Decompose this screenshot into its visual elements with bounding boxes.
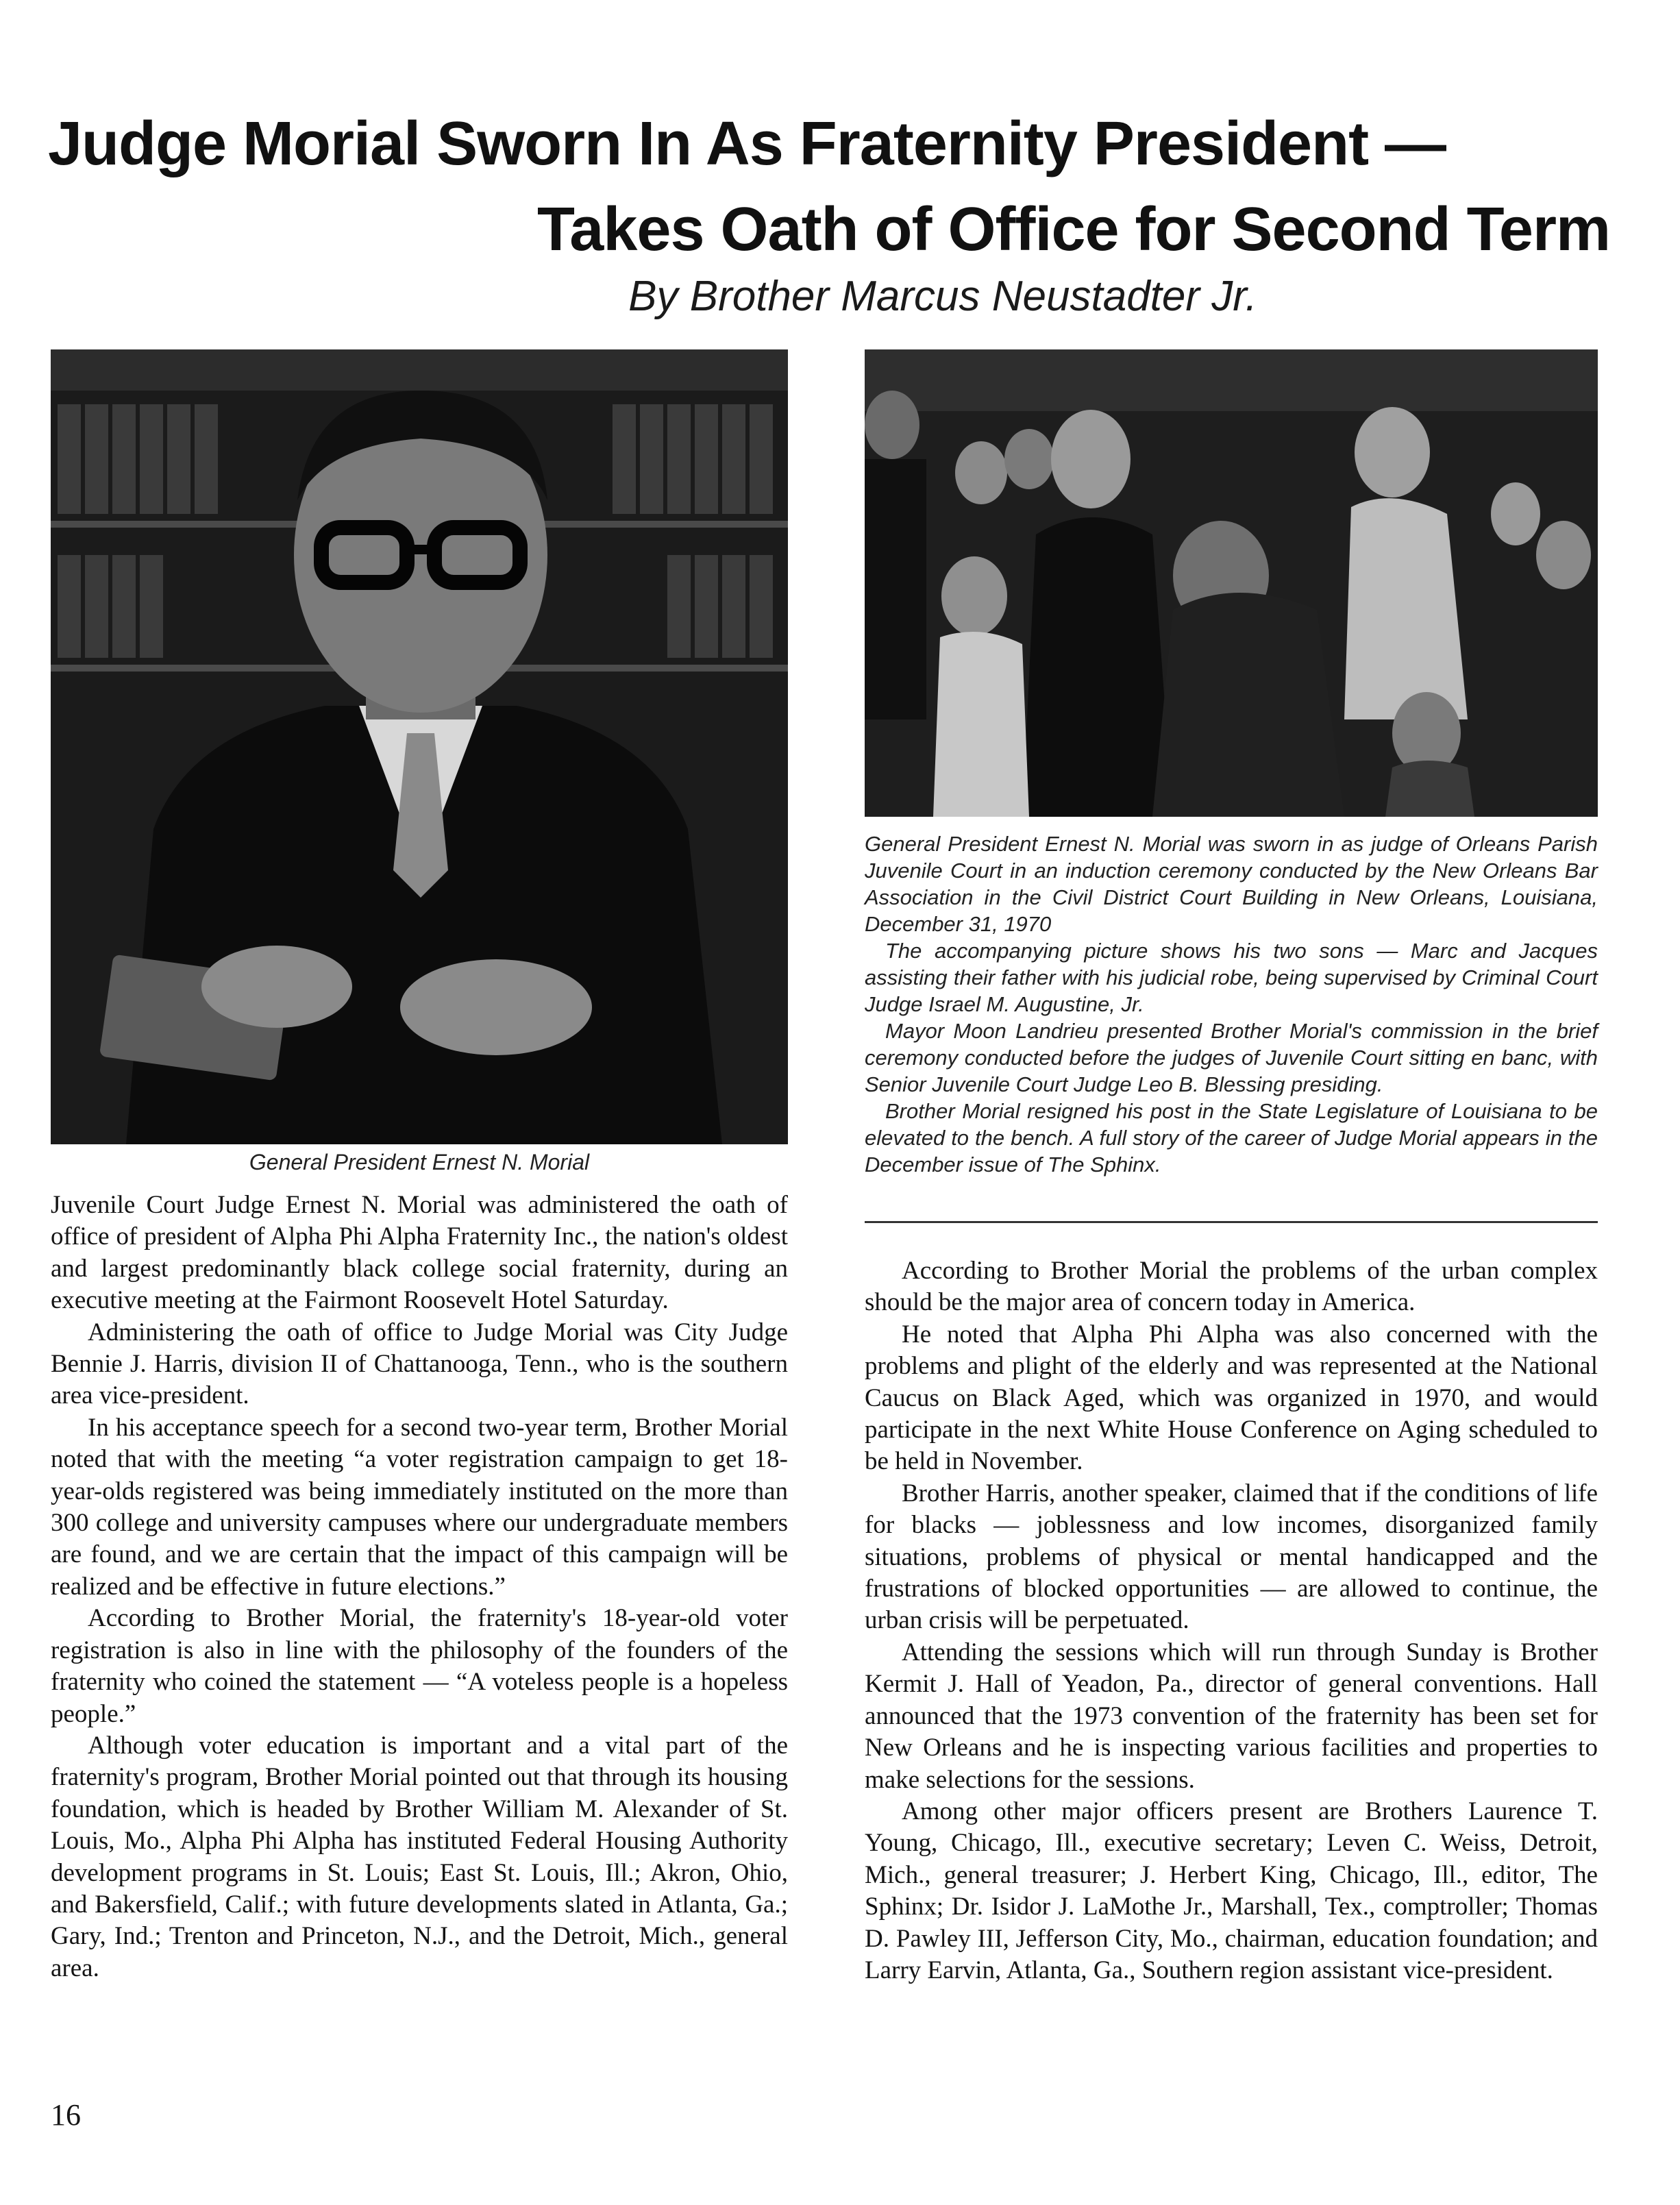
article-paragraph: Brother Harris, another speaker, claimed that if the conditions of life for blacks — joblessness and low incomes, disorganized family situations, problems of physical or mental handicapped and the frustrations of blocked opportunities — are allowed to continue, the urban crisis will be perpetuated. — [865, 1479, 1598, 1635]
article-paragraph: He noted that Alpha Phi Alpha was also concerned with the problems and plight of the elderly and was represented at the National Caucus on Black Aged, which was organized in 1970, and would participate in the next White House Conference on Aging scheduled to be held in November. — [865, 1320, 1598, 1476]
headline-line-2: Takes Oath of Office for Second Term — [537, 195, 1610, 264]
article-paragraph: According to Brother Morial the problems of the urban complex should be the major area of concern today in America. — [865, 1257, 1598, 1317]
portrait-caption: General President Ernest N. Morial — [249, 1150, 590, 1174]
article-paragraph: According to Brother Morial, the fraternity's 18-year-old voter registration is also in line with the philosophy of the founders of the fraternity who coined the statement — “A voteless people is a hopeless people.” — [51, 1604, 788, 1728]
ceremony-photo-icon — [865, 349, 1598, 817]
portrait-photo — [51, 349, 788, 1144]
byline: By Brother Marcus Neustadter Jr. — [628, 273, 1257, 320]
article-column-left — [51, 1190, 788, 1984]
page-number: 16 — [51, 2098, 81, 2132]
headline-line-1: Judge Morial Sworn In As Fraternity President — — [48, 110, 1446, 178]
article-paragraph: Among other major officers present are Brothers Laurence T. Young, Chicago, Ill., executive secretary; Leven C. Weiss, Detroit, Mich., general treasurer; J. Herbert King, Chicago, Ill., editor, The Sphinx; Dr. Isidor J. LaMothe Jr., Marshall, Tex., comptroller; Thomas D. Pawley III, Jefferson City, Mo., chairman, education foundation; and Larry Earvin, Atlanta, Ga., Southern region assistant vice-president. — [865, 1797, 1598, 1984]
ceremony-caption-paragraph: The accompanying picture shows his two sons — Marc and Jacques assisting their father with his judicial robe, being supervised by Criminal Court Judge Israel M. Augustine, Jr. — [865, 939, 1598, 1016]
article-column-right — [865, 1255, 1598, 1986]
ceremony-caption — [865, 830, 1598, 1178]
ceremony-caption-paragraph: General President Ernest N. Morial was sworn in as judge of Orleans Parish Juvenile Court in an induction ceremony conducted by the New Orleans Bar Association in the Civil District Court Building in New Orleans, Louisiana, December 31, 1970 — [865, 832, 1598, 936]
ceremony-photo — [865, 349, 1598, 817]
ceremony-caption-paragraph: Mayor Moon Landrieu presented Brother Morial's commission in the brief ceremony conducted before the judges of Juvenile Court sitting en banc, with Senior Juvenile Court Judge Leo B. Blessing presiding. — [865, 1019, 1598, 1096]
article-paragraph: Attending the sessions which will run through Sunday is Brother Kermit J. Hall of Yeadon, Pa., director of general conventions. Hall announced that the 1973 convention of the fraternity has been set for New Orleans and he is inspecting various facilities and properties to make selections for the sessions. — [865, 1638, 1598, 1794]
caption-divider — [865, 1221, 1598, 1223]
article-paragraph: Juvenile Court Judge Ernest N. Morial was administered the oath of office of president of Alpha Phi Alpha Fraternity Inc., the nation's oldest and largest predominantly black college social fraternity, during an executive meeting at the Fairmont Roosevelt Hotel Saturday. — [51, 1191, 788, 1315]
article-paragraph: In his acceptance speech for a second two-year term, Brother Morial noted that with the meeting “a voter registration campaign to get 18-year-olds registered was being immediately instituted on the more than 300 college and university campuses where our undergraduate members are found, and we are certain that the impact of this campaign will be realized and be effective in future elections.” — [51, 1413, 788, 1601]
portrait-photo-icon — [51, 349, 788, 1144]
article-paragraph: Administering the oath of office to Judge Morial was City Judge Bennie J. Harris, division II of Chattanooga, Tenn., who is the southern area vice-president. — [51, 1318, 788, 1410]
article-paragraph: Although voter education is important and a vital part of the fraternity's program, Brother Morial pointed out that through its housing foundation, which is headed by Brother William M. Alexander of St. Louis, Mo., Alpha Phi Alpha has instituted Federal Housing Authority development programs in St. Louis; East St. Louis, Ill.; Akron, Ohio, and Bakersfield, Calif.; with future developments slated in Atlanta, Ga.; Gary, Ind.; Trenton and Princeton, N.J., and the Detroit, Mich., general area. — [51, 1731, 788, 1982]
ceremony-caption-paragraph: Brother Morial resigned his post in the State Legislature of Louisiana to be elevated to the bench. A full story of the career of Judge Morial appears in the December issue of The Sphinx. — [865, 1099, 1598, 1177]
